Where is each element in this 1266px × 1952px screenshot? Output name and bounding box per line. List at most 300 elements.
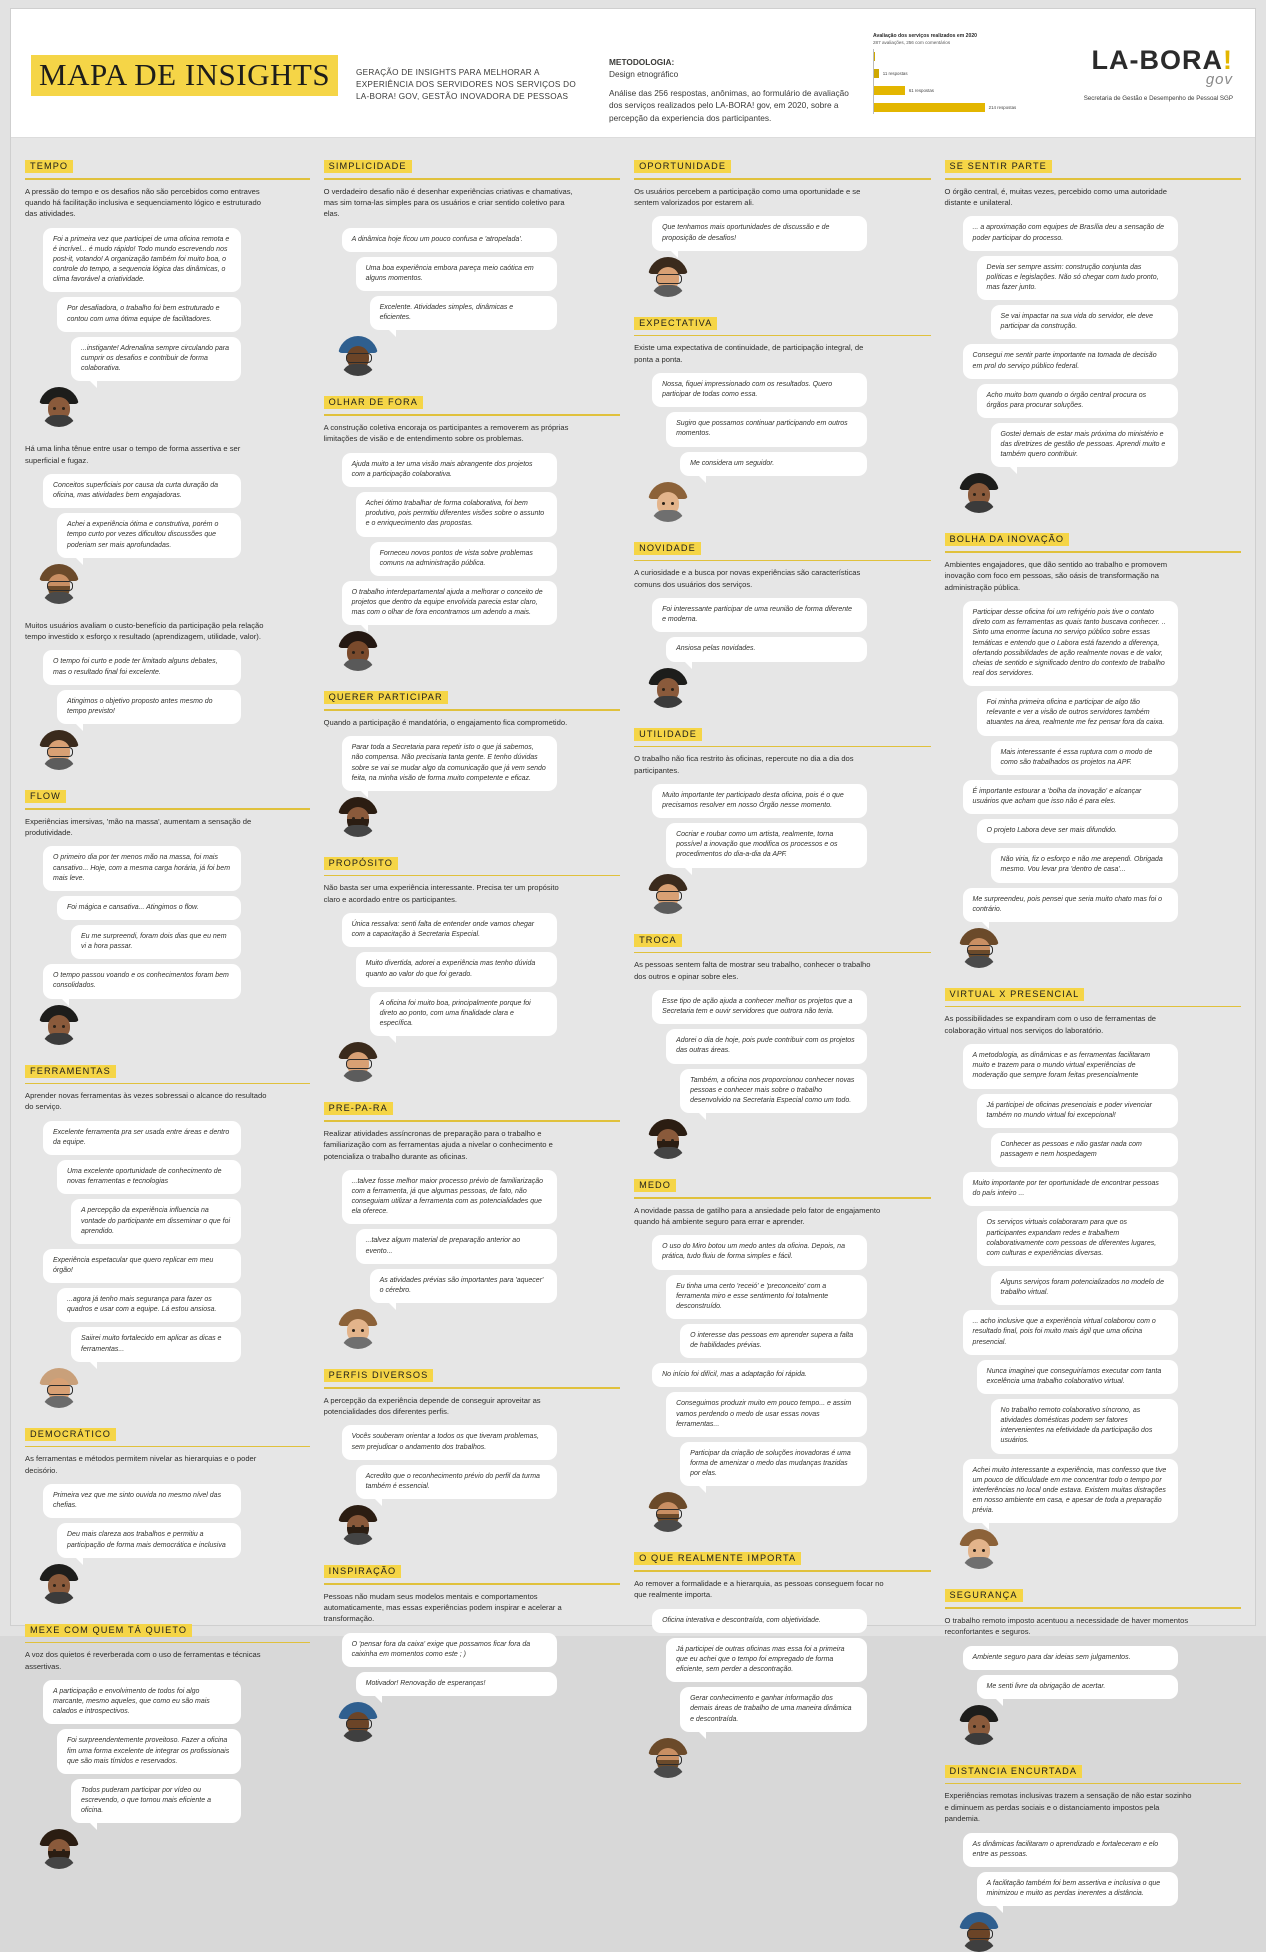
glasses-icon [47, 747, 73, 757]
quote-bubble: Já participei de outras oficinas mas essa foi a primeira que eu achei que o tempo foi empregado de forma eficiente, sem perder a descontração. [666, 1638, 867, 1682]
quote-bubble: Se vai impactar na sua vida do servidor, ele deve participar da construção. [991, 305, 1178, 339]
category-rule [634, 1197, 930, 1199]
insight-text: O órgão central, é, muitas vezes, percebido como uma autoridade distante e unilateral. [944, 186, 1167, 207]
insight-block [945, 1585, 1241, 1745]
avatar [39, 1368, 79, 1408]
quote-bubble: Cocriar e roubar como um artista, realmente, torna possível a inovação que modifica os processos e os procedimentos do dia-a-dia da APF. [666, 823, 867, 867]
quote-bubble: A metodologia, as dinâmicas e as ferramentas facilitaram muito e trazem para o mundo virtual experiências de moderação que sempre foram feitas presencialmente [963, 1044, 1178, 1088]
insight-text: Não basta ser uma experiência interessante. Precisa ter um propósito claro e acordado entre os participantes. [323, 883, 559, 904]
quote-cluster [945, 1833, 1241, 1907]
category-label: DISTANCIA ENCURTADA [945, 1765, 1083, 1778]
insight-block [25, 443, 310, 603]
avatar-body [43, 758, 75, 770]
quote-bubble: No início foi difícil, mas a adaptação foi rápida. [652, 1363, 867, 1387]
glasses-icon [346, 1059, 372, 1069]
avatar-eye [352, 817, 355, 820]
insight-block [634, 538, 930, 708]
avatar-body [342, 1730, 374, 1742]
insight-block [25, 156, 310, 427]
quote-bubble: Deu mais clareza aos trabalhos e permitiu a participação de forma mais democrática e inclusiva [57, 1523, 241, 1557]
category-label: PRE-PA-RA [324, 1102, 393, 1115]
quote-bubble: ... a aproximação com equipes de Brasília deu a sensação de poder participar do processo. [963, 216, 1178, 250]
quote-cluster [25, 1121, 310, 1362]
avatar-body [43, 592, 75, 604]
avatar-body [43, 1033, 75, 1045]
quote-cluster [945, 1044, 1241, 1523]
quote-bubble: Já participei de oficinas presenciais e poder vivenciar também no mundo virtual foi excepcional! [977, 1094, 1178, 1128]
avatar [959, 1529, 999, 1569]
quote-bubble: Participar da criação de soluções inovadoras é uma forma de amenizar o medo das mudanças trazidas por elas. [680, 1442, 867, 1486]
avatar-body [963, 1940, 995, 1952]
insight-text: O trabalho não fica restrito às oficinas, repercute no dia a dia dos participantes. [634, 754, 854, 775]
chart-bar [873, 103, 985, 112]
quote-bubble: Gostei demais de estar mais próxima do ministério e das diretrizes de gestão de pessoas. Aprendi muito e também quero contribuir. [991, 423, 1178, 467]
chart-subtitle: 287 avaliações, 256 com comentários [873, 40, 951, 45]
category-label: UTILIDADE [634, 728, 702, 741]
chart-bars [873, 49, 1048, 114]
quote-cluster [25, 846, 310, 998]
avatar [338, 1505, 378, 1545]
avatar [39, 1005, 79, 1045]
quote-bubble: Foi interessante participar de uma reunião de forma diferente e moderna. [652, 598, 867, 632]
category-label: QUERER PARTICIPAR [324, 691, 448, 704]
category-rule [945, 1783, 1241, 1785]
glasses-icon [346, 353, 372, 363]
insight-column-1 [25, 156, 310, 1815]
chart-bar-label: 11 respostas [882, 70, 908, 76]
quote-bubble: ...talvez algum material de preparação anterior ao evento... [356, 1229, 557, 1263]
labora-logo [1084, 47, 1233, 104]
quote-cluster [634, 784, 930, 868]
logo-gov: gov [1205, 71, 1233, 88]
insight-columns [11, 138, 1255, 1898]
avatar-eye [53, 1584, 56, 1587]
quote-bubble: A facilitação também foi bem assertiva e inclusiva o que minimizou e muito as perdas inerentes a distância. [977, 1872, 1178, 1906]
insight-block [324, 1561, 620, 1742]
insight-text: Muitos usuários avaliam o custo-benefício da participação pela relação tempo investido x esforço x resultado (aprendizagem, utilidade, valor). [25, 620, 264, 642]
methodology-subtitle: Design etnográfico [609, 69, 679, 80]
avatar-eye [973, 1725, 976, 1728]
insight-block [634, 724, 930, 914]
avatar-body [963, 1733, 995, 1745]
insight-text: Realizar atividades assíncronas de preparação para o trabalho e familiarização com as ferramentas ajuda a nivelar o conhecimento e potencializa o trabalho durante as oficinas. [323, 1128, 553, 1161]
logo-exclamation: ! [1223, 45, 1233, 75]
avatar-body [963, 956, 995, 968]
category-rule [634, 560, 930, 562]
quote-bubble: Atingimos o objetivo proposto antes mesmo do tempo previsto! [57, 690, 241, 724]
avatar [39, 1564, 79, 1604]
logo-text: LA-BORA [1091, 45, 1223, 75]
glasses-icon [656, 274, 682, 284]
glasses-icon [967, 945, 993, 955]
quote-bubble: Também, a oficina nos proporcionou conhecer novas pessoas e conhecer mais sobre o trabalho desenvolvido na Secretaria Especial como um todo. [680, 1069, 867, 1113]
logo-wordmark [1084, 47, 1233, 74]
quote-bubble: A percepção da experiência influencia na vontade do participante em disseminar o que foi aprendido. [71, 1199, 241, 1243]
category-label: PERFIS DIVERSOS [324, 1369, 434, 1382]
category-rule [25, 808, 310, 810]
avatar-eye [982, 1725, 985, 1728]
avatar-eye [973, 1549, 976, 1552]
quote-bubble: O trabalho interdepartamental ajuda a melhorar o conceito de projetos que dentro da equipe envolvida parecia estar claro, mas com o olhar de fora encontramos um adendo a mais. [342, 581, 557, 625]
quote-bubble: O primeiro dia por ter menos mão na massa, foi mais cansativo... Hoje, com a mesma carga horária, já foi bem mais leve. [43, 846, 241, 890]
avatar [39, 564, 79, 604]
avatar-body [342, 364, 374, 376]
quote-bubble: Conhecer as pessoas e não gastar nada com passagem e nem hospedagem [991, 1133, 1178, 1167]
chart-bar-row [873, 100, 1048, 114]
insight-block [324, 392, 620, 671]
quote-bubble: A dinâmica hoje ficou um pouco confusa e 'atropelada'. [342, 228, 557, 252]
avatar-body [652, 1147, 684, 1159]
quote-cluster [25, 228, 310, 381]
quote-bubble: As atividades prévias são importantes para 'aquecer' o cérebro. [370, 1269, 557, 1303]
insight-block [634, 930, 930, 1159]
avatar-eye [662, 688, 665, 691]
avatar-body [652, 1520, 684, 1532]
quote-bubble: Achei a experiência ótima e construtiva, porém o tempo curto por vezes dificultou discussões que poderiam ser mais aprofundadas. [57, 513, 241, 557]
category-rule [945, 1006, 1241, 1008]
insight-text: As possibilidades se expandiram com o uso de ferramentas de colaboração virtual nos serviços do laboratório. [944, 1014, 1157, 1035]
quote-bubble: Nossa, fiquei impressionado com os resultados. Quero participar de todas como essa. [652, 373, 867, 407]
avatar-eye [361, 1525, 364, 1528]
glasses-icon [47, 1385, 73, 1395]
insight-text: A novidade passa de gatilho para a ansiedade pelo fator de engajamento quando há ambiente seguro para errar e aprender. [634, 1205, 881, 1226]
quote-bubble: Muito divertida, adorei a experiência mas tenho dúvida quanto ao valor do que foi gerado. [356, 952, 557, 986]
avatar-body [342, 1533, 374, 1545]
category-rule [25, 178, 310, 180]
avatar-eye [982, 1549, 985, 1552]
avatar [338, 631, 378, 671]
quote-cluster [25, 474, 310, 558]
quote-bubble: O projeto Labora deve ser mais difundido. [977, 819, 1178, 843]
insight-block [945, 529, 1241, 967]
category-label: SE SENTIR PARTE [945, 160, 1052, 173]
avatar-eye [662, 502, 665, 505]
page-title: MAPA DE INSIGHTS [31, 55, 338, 96]
chart-bar-row [873, 49, 1048, 63]
avatar [648, 874, 688, 914]
insight-text: Quando a participação é mandatória, o engajamento fica comprometido. [323, 717, 568, 727]
methodology-title: METODOLOGIA: [609, 57, 675, 67]
avatar [648, 482, 688, 522]
category-label: DEMOCRÁTICO [25, 1428, 116, 1441]
category-rule [324, 1387, 620, 1389]
insight-text: As ferramentas e métodos permitem nivelar as hierarquias e o poder decisório. [25, 1454, 257, 1475]
avatar [959, 1705, 999, 1745]
insight-block [634, 313, 930, 522]
category-rule [634, 952, 930, 954]
quote-bubble: Foi a primeira vez que participei de uma oficina remota e é incrível... é mudo rápido! Todo mundo escrevendo nos post-it, votando! A organização também foi muito boa, o controle do tempo, a sequencia lógica das dinâmicas, o clima favorável a criatividade. [43, 228, 241, 293]
quote-bubble: Experiência espetacular que quero replicar em meu órgão! [43, 1249, 241, 1283]
quote-bubble: Primeira vez que me sinto ouvida no mesmo nível das chefias. [43, 1484, 241, 1518]
quote-cluster [324, 913, 620, 1036]
avatar-body [652, 1766, 684, 1778]
avatar-body [652, 696, 684, 708]
quote-bubble: Foi minha primeira oficina e participar de algo tão relevante e ver a visão de outros servidores também atuantes na área, realmente me fez pensar fora da caixa. [977, 691, 1178, 735]
quote-cluster [324, 1633, 620, 1696]
insight-block [25, 786, 310, 1045]
insight-block [324, 853, 620, 1082]
quote-bubble: Me senti livre da obrigação de acertar. [977, 1675, 1178, 1699]
quote-bubble: Gerar conhecimento e ganhar informação dos demais áreas de trabalho de uma maneira dinâmica e descontraída. [680, 1687, 867, 1731]
insight-text: Ao remover a formalidade e a hierarquia, as pessoas conseguem focar no que realmente importa. [634, 1578, 884, 1600]
quote-bubble: Achei ótimo trabalhar de forma colaborativa, foi bem produtivo, pois permitiu diferentes visões sobre o assunto e o enriquecimento das propostas. [356, 492, 557, 536]
quote-bubble: Sugiro que possamos continuar participando em outros momentos. [666, 412, 867, 446]
quote-bubble: O uso do Miro botou um medo antes da oficina. Depois, na prática, tudo fluiu de forma simples e fácil. [652, 1235, 867, 1269]
quote-bubble: Me considera um seguidor. [680, 452, 867, 476]
quote-bubble: Os serviços virtuais colaboraram para que os participantes expandam redes e trabalhem colaborativamente com pessoas de diferentes lugares, com culturas e experiências diversas. [977, 1211, 1178, 1266]
avatar [959, 1912, 999, 1952]
insight-text: O verdadeiro desafio não é desenhar experiências criativas e chamativas, mas sim torna-las simples para os usuários e criar sentido coletivo para elas. [323, 186, 573, 219]
insight-column-3 [634, 156, 930, 1723]
insight-text: Pessoas não mudam seus modelos mentais e comportamentos automaticamente, mas essas experiências podem inspirar e acelerar a transformação. [323, 1591, 562, 1624]
insight-block [324, 1098, 620, 1349]
avatar-eye [671, 688, 674, 691]
avatar [338, 1702, 378, 1742]
avatar-body [342, 1070, 374, 1082]
title-container [31, 55, 338, 96]
quote-cluster [634, 1609, 930, 1732]
quote-cluster [324, 1425, 620, 1499]
insight-text: A percepção da experiência depende de conseguir aproveitar as potencialidades dos diferentes perfis. [323, 1395, 541, 1417]
chart-title: Avaliação dos serviços realizados em 2020 [873, 33, 978, 39]
category-label: FLOW [25, 790, 66, 803]
insight-block [945, 984, 1241, 1569]
category-rule [634, 1570, 930, 1572]
quote-bubble: Por desafiadora, o trabalho foi bem estruturado e contou com uma ótima equipe de facilitadores. [57, 297, 241, 331]
glasses-icon [656, 1755, 682, 1765]
avatar [959, 473, 999, 513]
category-label: SIMPLICIDADE [324, 160, 412, 173]
avatar [648, 1119, 688, 1159]
avatar-eye [361, 651, 364, 654]
category-label: MEDO [634, 1179, 676, 1192]
category-label: INSPIRAÇÃO [324, 1565, 402, 1578]
category-rule [324, 1583, 620, 1585]
avatar [648, 668, 688, 708]
poster-subtitle: GERAÇÃO DE INSIGHTS PARA MELHORAR A EXPERIÊNCIA DOS SERVIDORES NOS SERVIÇOS DO LA-BORA! GOV, GESTÃO INOVADORA DE PESSOAS [356, 68, 576, 101]
insight-block [25, 1061, 310, 1408]
quote-bubble: A oficina foi muito boa, principalmente porque foi direto ao ponto, com uma finalidade clara e específica. [370, 992, 557, 1036]
insight-text: Existe uma expectativa de continuidade, de participação integral, de ponta a ponta. [634, 343, 864, 364]
quote-bubble: Saiirei muito fortalecido em aplicar as dicas e ferramentas... [71, 1327, 241, 1361]
category-label: TROCA [634, 934, 682, 947]
quote-bubble: Participar desse oficina foi um refrigério pois tive o contato direto com as ferramentas as quais tanto buscava conhecer. .. Sinto uma enorme lacuna no serviço público sobre essas temáticas e entendo que o Labora está fazendo a diferença, ofertando possibilidades de ação realmente novas e de valor, cheias de sentido e significado dentro do contexto de trabalho real dos servidores. [963, 601, 1178, 686]
avatar-body [652, 902, 684, 914]
quote-bubble: Acho muito bom quando o órgão central procura os órgãos para procurar soluções. [977, 384, 1178, 418]
category-label: TEMPO [25, 160, 73, 173]
avatar-eye [352, 651, 355, 654]
chart-bar [873, 86, 905, 95]
avatar-body [342, 659, 374, 671]
quote-bubble: Muito importante ter participado desta oficina, pois é o que precisamos resolver em nosso Órgão nesse momento. [652, 784, 867, 818]
quote-cluster [25, 1680, 310, 1823]
quote-bubble: Foi surpreendentemente proveitoso. Fazer a oficina fim uma forma excelente de integrar os profissionais que são mais tímidos e reservados. [57, 1729, 241, 1773]
category-rule [945, 1607, 1241, 1609]
category-rule [324, 178, 620, 180]
category-rule [634, 178, 930, 180]
quote-cluster [945, 216, 1241, 467]
avatar [648, 1492, 688, 1532]
category-label: SEGURANÇA [945, 1589, 1023, 1602]
quote-bubble: Parar toda a Secretaria para repetir isto o que já sabemos, não compensa. Não precisaria tanta gente. E tenho dúvidas sobre se vai se mudar algo da comunicação que já vem sendo feita, na minha visão de forma muito competente e eficaz. [342, 736, 557, 791]
avatar-eye [671, 502, 674, 505]
quote-cluster [324, 453, 620, 625]
quote-cluster [945, 1646, 1241, 1699]
quote-bubble: Mais interessante é essa ruptura com o modo de como são trabalhados os projetos na APF. [991, 741, 1178, 775]
quote-bubble: ... acho inclusive que a experiência virtual colaborou com o resultado final, pois foi muito mais ágil que uma oficina presencial. [963, 1310, 1178, 1354]
insight-block [634, 156, 930, 297]
insight-text: A curiosidade e a busca por novas experiências são características comuns dos usuários dos serviços. [634, 568, 861, 589]
avatar [338, 336, 378, 376]
quote-bubble: Acredito que o reconhecimento prévio do perfil da turma também é essencial. [356, 1465, 557, 1499]
quote-cluster [25, 650, 310, 724]
category-rule [324, 1120, 620, 1122]
category-label: OLHAR DE FORA [324, 396, 423, 409]
insight-block [25, 620, 310, 770]
quote-bubble: Consegui me sentir parte importante na tomada de decisão em prol do serviço público federal. [963, 344, 1178, 378]
quote-bubble: Conseguimos produzir muito em pouco tempo... e assim vamos perdendo o medo de usar essas novas ferramentas... [666, 1392, 867, 1436]
avatar [39, 730, 79, 770]
quote-bubble: Alguns serviços foram potencializados no modelo de trabalho virtual. [991, 1271, 1178, 1305]
avatar-body [963, 501, 995, 513]
quote-cluster [634, 990, 930, 1113]
quote-cluster [634, 598, 930, 661]
quote-bubble: Ansiosa pelas novidades. [666, 637, 867, 661]
quote-bubble: ...talvez fosse melhor maior processo prévio de familiarização com a ferramenta, já que algumas pessoas, de fato, não conseguiam utilizar a ferramenta com as potencialidades que ela oferece. [342, 1170, 557, 1225]
category-rule [634, 335, 930, 337]
insight-text: A construção coletiva encoraja os participantes a removerem as próprias limitações de visão e de entendimento sobre os problemas. [323, 423, 569, 444]
poster-sheet [10, 8, 1256, 1898]
quote-bubble: Uma boa experiência embora pareça meio caótica em alguns momentos. [356, 257, 557, 291]
quote-bubble: Todos puderam participar por vídeo ou escrevendo, o que tornou mais eficiente a oficina. [71, 1779, 241, 1823]
avatar [338, 1042, 378, 1082]
quote-cluster [324, 228, 620, 331]
quote-bubble: Conceitos superficiais por causa da curta duração da oficina, mas atividades bem engajadoras. [43, 474, 241, 508]
insight-text: Os usuários percebem a participação como uma oportunidade e se sentem valorizados por estarem ali. [634, 186, 861, 207]
quote-bubble: Que tenhamos mais oportunidades de discussão e de proposição de desafios! [652, 216, 867, 250]
insight-block [25, 1424, 310, 1604]
insight-text: Aprender novas ferramentas às vezes sobressai o alcance do resultado do serviço. [25, 1091, 267, 1112]
quote-cluster [25, 1484, 310, 1558]
avatar-eye [62, 1584, 65, 1587]
quote-bubble: Adorei o dia de hoje, pois pude contribuir com os projetos das outras áreas. [666, 1029, 867, 1063]
category-rule [25, 1446, 310, 1448]
quote-bubble: Oficina interativa e descontraída, com objetividade. [652, 1609, 867, 1633]
evaluation-chart [873, 33, 1048, 131]
quote-cluster [324, 736, 620, 791]
insight-column-2 [323, 156, 620, 1688]
category-label: EXPECTATIVA [634, 317, 717, 330]
quote-bubble: Muito importante por ter oportunidade de encontrar pessoas do país inteiro ... [963, 1172, 1178, 1206]
insight-column-4 [944, 156, 1241, 1898]
glasses-icon [346, 1719, 372, 1729]
avatar [648, 1738, 688, 1778]
quote-bubble: Única ressalva: senti falta de entender onde vamos chegar com a capacitação à Secretaria Especial. [342, 913, 557, 947]
avatar [39, 387, 79, 427]
avatar-eye [352, 1329, 355, 1332]
category-label: OPORTUNIDADE [634, 160, 731, 173]
insight-block [324, 687, 620, 837]
category-label: MEXE COM QUEM TÁ QUIETO [25, 1624, 192, 1637]
insight-text: A pressão do tempo e os desafios não são percebidos como entraves quando há facilitação inclusiva e sequenciamento lógico e estruturado das atividades. [25, 186, 261, 219]
insight-block [25, 1620, 310, 1870]
glasses-icon [47, 581, 73, 591]
avatar-body [652, 510, 684, 522]
insight-text: Ambientes engajadores, que dão sentido ao trabalho e promovem inovação com foco em pessoas, são oásis de transformação na administração pública. [944, 559, 1168, 592]
glasses-icon [656, 891, 682, 901]
quote-bubble: ...instigante! Adrenalina sempre circulando para cumprir os desafios e contribuir de forma colaborativa. [71, 337, 241, 381]
glasses-icon [967, 1929, 993, 1939]
logo-caption: Secretaria de Gestão e Desempenho de Pessoal SGP [1083, 95, 1233, 102]
quote-bubble: Me surpreendeu, pois pensei que seria muito chato mas foi o contrário. [963, 888, 1178, 922]
avatar [338, 797, 378, 837]
category-rule [945, 178, 1241, 180]
quote-cluster [634, 373, 930, 476]
avatar-body [43, 1857, 75, 1869]
quote-bubble: Forneceu novos pontos de vista sobre problemas comuns na administração pública. [370, 542, 557, 576]
avatar [648, 257, 688, 297]
insight-block [634, 1175, 930, 1532]
quote-bubble: Esse tipo de ação ajuda a conhecer melhor os projetos que a Secretaria tem e ouvir servidores que outrora não teria. [652, 990, 867, 1024]
quote-bubble: ...agora já tenho mais segurança para fazer os quadros e usar com a equipe. Lá estou ansiosa. [57, 1288, 241, 1322]
quote-bubble: Ambiente seguro para dar ideias sem julgamentos. [963, 1646, 1178, 1670]
quote-bubble: Devia ser sempre assim: construção conjunta das políticas e legislações. Não só chegar com tudo pronto, mas fazer junto. [977, 256, 1178, 300]
quote-bubble: Nunca imaginei que conseguiríamos executar com tanta excelência uma trabalho colaborativo virtual. [977, 1360, 1178, 1394]
avatar-body [963, 1557, 995, 1569]
category-rule [25, 1642, 310, 1644]
quote-cluster [634, 216, 930, 250]
quote-bubble: Excelente ferramenta pra ser usada entre áreas e dentro da equipe. [43, 1121, 241, 1155]
category-rule [634, 746, 930, 748]
chart-bar-label: 61 respostas [908, 87, 934, 93]
avatar-body [342, 1337, 374, 1349]
category-label: O QUE REALMENTE IMPORTA [634, 1552, 801, 1565]
category-rule [324, 709, 620, 711]
avatar-body [652, 285, 684, 297]
quote-bubble: Eu tinha uma certo 'receió' e 'preconceito' com a ferramenta miro e esse sentimento foi totalmente desconstruído. [666, 1275, 867, 1319]
quote-cluster [945, 601, 1241, 922]
insight-text: As pessoas sentem falta de mostrar seu trabalho, conhecer o trabalho dos outros e opinar sobre eles. [634, 960, 871, 981]
chart-bar-label: 214 respostas [988, 104, 1017, 110]
category-rule [25, 1083, 310, 1085]
methodology-text: Análise das 256 respostas, anônimas, ao formulário de avaliação dos serviços realizados pelo LA-BORA! gov, em 2020, sobre a percepção da experiencia dos participantes. [609, 87, 849, 123]
glasses-icon [656, 1509, 682, 1519]
avatar [338, 1309, 378, 1349]
quote-bubble: O tempo passou voando e os conhecimentos foram bem consolidados. [43, 964, 241, 998]
avatar-body [43, 1396, 75, 1408]
avatar-body [43, 1592, 75, 1604]
quote-bubble: A participação e envolvimento de todos foi algo marcante, mesmo aqueles, que como eu são mais calados e introspectivos. [43, 1680, 241, 1724]
quote-bubble: Ajuda muito a ter uma visão mais abrangente dos projetos com a participação colaborativa. [342, 453, 557, 487]
insight-text: Experiências remotas inclusivas trazem a sensação de não estar sozinho e diminuem as perdas sociais e o distanciamento impostos pela pandemia. [944, 1791, 1192, 1824]
category-label: PROPÓSITO [324, 857, 398, 870]
quote-bubble: As dinâmicas facilitaram o aprendizado e fortaleceram e elo entre as pessoas. [963, 1833, 1178, 1867]
quote-bubble: Achei muito interessante a experiência, mas confesso que tive um pouco de dificuldade em me concentrar todo o tempo por interferências no local onde estava. Existem muitas distrações em nosso ambiente em casa, e apesar de toda a preparação prévia. [963, 1459, 1178, 1524]
quote-bubble: O 'pensar fora da caixa' exige que possamos ficar fora da caixinha em momentos como este ; ) [342, 1633, 557, 1667]
avatar [39, 1829, 79, 1869]
avatar-eye [361, 817, 364, 820]
quote-bubble: Foi mágica e cansativa... Atingimos o flow. [57, 896, 241, 920]
quote-bubble: É importante estourar a 'bolha da inovação' e alcançar usuários que acham que isso não é para eles. [963, 780, 1178, 814]
chart-bar-row [873, 66, 1048, 80]
chart-axis [873, 49, 874, 114]
insight-block [324, 156, 620, 376]
quote-bubble: Excelente. Atividades simples, dinâmicas e eficientes. [370, 296, 557, 330]
quote-bubble: Não viria, fiz o esforço e não me arependi. Obrigada mesmo. Vou levar pra 'dentro de casa'... [991, 848, 1178, 882]
avatar-body [342, 825, 374, 837]
chart-bar-row [873, 83, 1048, 97]
insight-block [945, 1761, 1241, 1952]
